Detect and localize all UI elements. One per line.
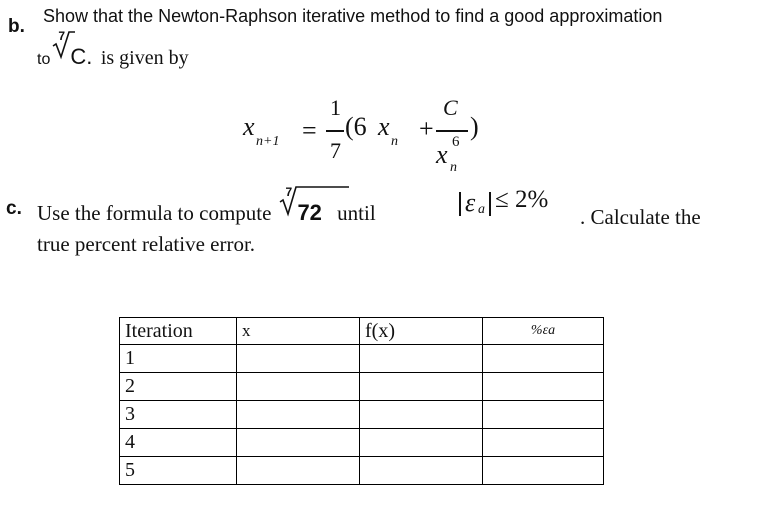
inner-den-var: x xyxy=(436,140,448,169)
fx-cell[interactable] xyxy=(360,345,483,373)
table-row xyxy=(120,457,604,485)
open-paren-six: (6 xyxy=(345,112,367,141)
part-b-to: to xyxy=(37,51,51,68)
frac-numerator: 1 xyxy=(330,95,341,120)
table-row xyxy=(120,401,604,429)
plus-sign: + xyxy=(419,114,434,143)
fx-cell[interactable] xyxy=(360,401,483,429)
condition: ≤ 2% xyxy=(495,186,549,213)
iteration-cell: 3 xyxy=(120,401,237,429)
part-c-line2: true percent relative error. xyxy=(37,232,256,256)
part-b-radicand: C. xyxy=(70,44,93,69)
iteration-cell: 1 xyxy=(120,345,237,373)
root-index-c: 7 xyxy=(285,185,293,199)
header-fx: f(x) xyxy=(360,318,483,345)
part-c-until: until xyxy=(337,201,376,225)
seventh-root-of-c xyxy=(52,29,72,64)
epsilon: ε xyxy=(465,188,476,217)
x-term: x xyxy=(378,112,390,141)
error-cell[interactable] xyxy=(483,457,604,485)
x-term-sub: n xyxy=(391,134,398,149)
inner-den-sup: 6 xyxy=(452,134,460,150)
header-iteration: Iteration xyxy=(120,318,237,345)
lhs-var: x xyxy=(243,112,255,141)
x-cell[interactable] xyxy=(237,429,360,457)
inner-frac-bar xyxy=(436,130,468,132)
abs-bar-right xyxy=(489,192,491,216)
part-b-line1: Show that the Newton-Raphson iterative method to find a good approximation xyxy=(43,6,663,26)
part-c-label: c. xyxy=(6,198,22,219)
error-cell[interactable] xyxy=(483,345,604,373)
x-cell[interactable] xyxy=(237,345,360,373)
table-row xyxy=(120,345,604,373)
header-error: %εa xyxy=(483,318,604,345)
error-cell[interactable] xyxy=(483,373,604,401)
x-cell[interactable] xyxy=(237,457,360,485)
epsilon-sub: a xyxy=(478,202,485,217)
part-b-line2 xyxy=(37,29,189,70)
iteration-cell: 2 xyxy=(120,373,237,401)
equals-sign: = xyxy=(302,116,317,145)
error-cell[interactable] xyxy=(483,401,604,429)
close-paren: ) xyxy=(470,112,479,141)
table-row xyxy=(120,373,604,401)
iteration-cell: 5 xyxy=(120,457,237,485)
fx-cell[interactable] xyxy=(360,457,483,485)
part-c-radicand: 72 xyxy=(297,200,322,225)
radical-sign-icon xyxy=(52,32,74,58)
abs-bar-left xyxy=(459,192,461,216)
fx-cell[interactable] xyxy=(360,373,483,401)
table-header-row xyxy=(120,318,604,345)
inner-numerator: C xyxy=(443,95,458,120)
lhs-sub: n+1 xyxy=(256,134,280,149)
part-c-after: . Calculate the xyxy=(580,205,701,229)
part-b-label: b. xyxy=(8,16,25,37)
part-c-line1 xyxy=(37,185,376,226)
part-c-text1: Use the formula to compute xyxy=(37,201,272,225)
x-cell[interactable] xyxy=(237,373,360,401)
root-index: 7 xyxy=(58,29,66,43)
frac-denominator: 7 xyxy=(330,138,341,163)
part-b-rest: is given by xyxy=(100,47,189,69)
iteration-table xyxy=(119,317,604,485)
seventh-root-of-72 xyxy=(279,185,299,220)
radical-sign-c-icon xyxy=(279,187,301,215)
fx-cell[interactable] xyxy=(360,429,483,457)
inner-den-sub: n xyxy=(450,160,457,175)
table-row xyxy=(120,429,604,457)
error-cell[interactable] xyxy=(483,429,604,457)
x-cell[interactable] xyxy=(237,401,360,429)
header-x: x xyxy=(237,318,360,345)
iteration-cell: 4 xyxy=(120,429,237,457)
frac-bar xyxy=(326,130,344,132)
